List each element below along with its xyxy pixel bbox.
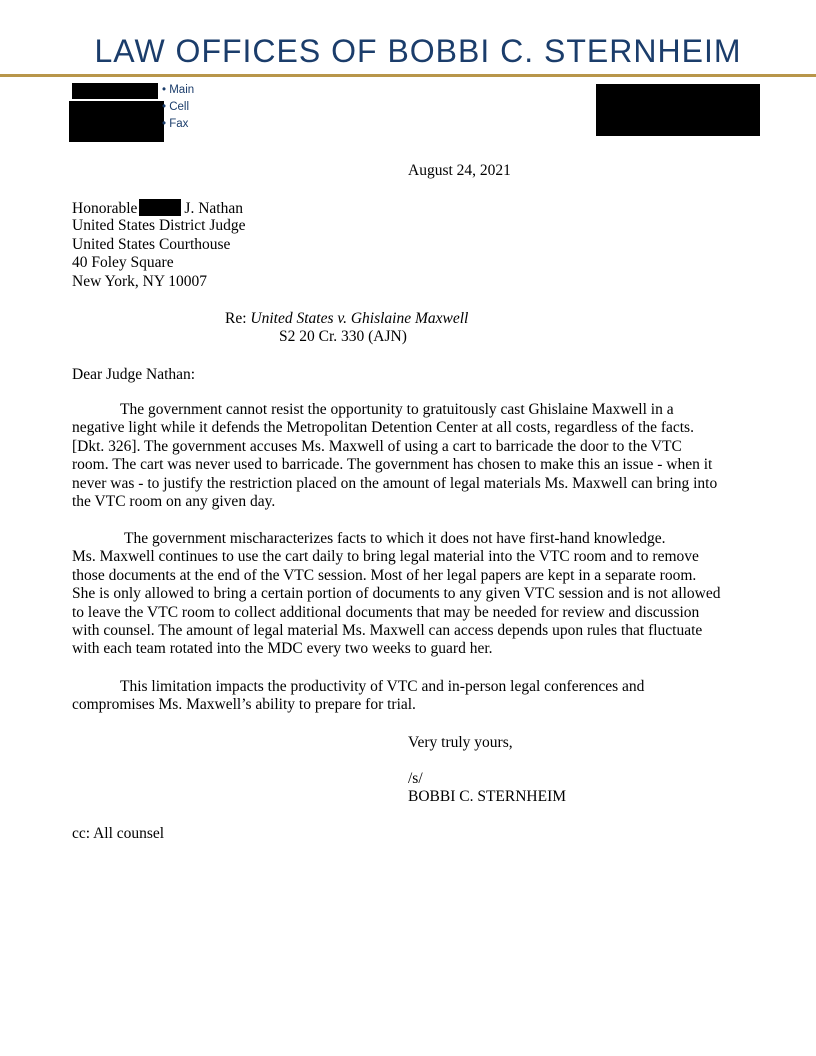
paragraph-line: The government cannot resist the opportunity to gratuitously cast Ghislaine Maxwell in a: [120, 401, 674, 418]
redaction-address: [596, 84, 760, 136]
redaction-main-phone: [72, 83, 158, 99]
case-number: S2 20 Cr. 330 (AJN): [279, 328, 407, 345]
recipient-name: [72, 199, 243, 219]
recipient-line: 40 Foley Square: [72, 254, 174, 271]
valediction: Very truly yours,: [408, 734, 513, 751]
redaction-cell-fax: [69, 101, 164, 142]
paragraph-line: never was - to justify the restriction placed on the amount of legal materials Ms. Maxwell can bring into: [72, 474, 718, 492]
contact-cell-label: • Cell: [162, 101, 190, 113]
paragraph-line: This limitation impacts the productivity of VTC and in-person legal conferences and: [120, 678, 645, 695]
re-label: Re:: [225, 310, 247, 327]
letter-date: August 24, 2021: [408, 162, 511, 179]
recipient-prefix: Honorable: [72, 200, 138, 217]
paragraph-line: with each team rotated into the MDC every two weeks to guard her.: [72, 640, 493, 658]
paragraph-line: compromises Ms. Maxwell’s ability to prepare for trial.: [72, 696, 416, 714]
paragraph-line: room. The cart was never used to barricade. The government has chosen to make this an issue - when it: [72, 456, 713, 474]
signature: /s/: [408, 770, 423, 787]
contact-fax-label: • Fax: [162, 118, 189, 130]
recipient-line: United States Courthouse: [72, 236, 231, 253]
paragraph-line: The government mischaracterizes facts to which it does not have first-hand knowledge.: [124, 530, 666, 547]
paragraph-line: She is only allowed to bring a certain portion of documents to any given VTC session and is not allowed: [72, 585, 721, 603]
paragraph-line: the VTC room on any given day.: [72, 493, 276, 511]
letterhead-rule: [0, 74, 816, 77]
re-line: [225, 310, 468, 329]
firm-name: LAW OFFICES OF BOBBI C. STERNHEIM: [94, 33, 742, 69]
body-paragraph-3: [72, 678, 752, 715]
redaction-judge-first-name: [139, 199, 181, 216]
cc-line: cc: All counsel: [72, 825, 165, 842]
contact-main-label: • Main: [162, 84, 195, 96]
recipient-line: United States District Judge: [72, 217, 246, 234]
recipient-name-suffix: J. Nathan: [184, 200, 243, 217]
recipient-line: New York, NY 10007: [72, 273, 208, 290]
body-paragraph-1: [72, 401, 752, 511]
paragraph-line: to leave the VTC room to collect additional documents that may be needed for review and discussion: [72, 603, 700, 621]
salutation: Dear Judge Nathan:: [72, 366, 196, 383]
paragraph-line: with counsel. The amount of legal material Ms. Maxwell can access depends upon rules that fluctuate: [72, 622, 703, 640]
signer-name: BOBBI C. STERNHEIM: [408, 788, 567, 805]
paragraph-line: [Dkt. 326]. The government accuses Ms. Maxwell of using a cart to barricade the door to the VTC: [72, 437, 682, 455]
paragraph-line: those documents at the end of the VTC session. Most of her legal papers are kept in a separate room.: [72, 566, 697, 584]
body-paragraph-2: [72, 530, 752, 659]
case-title: United States v. Ghislaine Maxwell: [250, 310, 469, 327]
paragraph-line: Ms. Maxwell continues to use the cart daily to bring legal material into the VTC room and to remove: [72, 548, 699, 566]
paragraph-line: negative light while it defends the Metropolitan Detention Center at all costs, regardless of the facts.: [72, 419, 694, 437]
